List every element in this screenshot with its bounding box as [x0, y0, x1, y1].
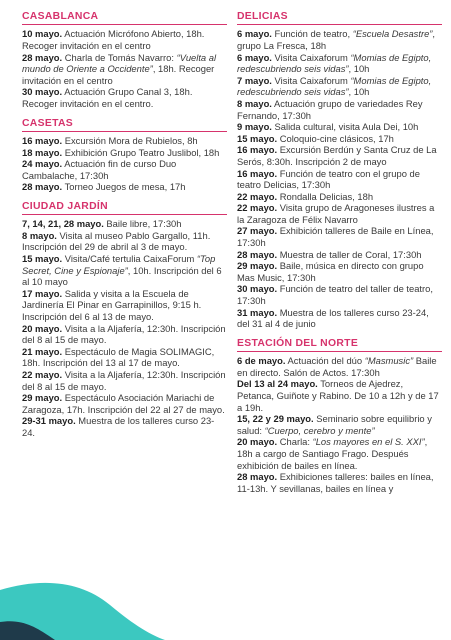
event-text: Baile, música en directo con grupo Mas Music, 17:30h — [237, 260, 424, 283]
event-text: Actuación del dúo — [285, 355, 365, 367]
event-date: 24 mayo. — [22, 158, 63, 170]
event-date: 16 mayo. — [237, 167, 278, 179]
event-entry — [22, 346, 227, 369]
section-casablanca — [22, 11, 227, 110]
heading-underline — [237, 351, 442, 352]
event-entry — [237, 283, 442, 306]
event-date: 22 mayo. — [22, 369, 63, 381]
event-text: Excursión Mora de Rubielos, 8h — [62, 134, 198, 146]
event-text: Charla: — [277, 436, 313, 448]
heading-underline — [22, 131, 227, 132]
section-heading: CASETAS — [22, 117, 73, 129]
event-entry — [237, 144, 442, 167]
left-column — [22, 11, 227, 447]
section-ciudad-jardin — [22, 201, 227, 439]
event-text: Excursión Berdún y Santa Cruz de La Serós, 8:30h. Inscripción 2 de mayo — [237, 144, 437, 167]
decorative-wave — [0, 560, 451, 640]
event-date: 28 mayo. — [237, 248, 278, 260]
event-entry — [22, 147, 227, 159]
event-date: 21 mayo. — [22, 345, 63, 357]
event-text: Actuación Micrófono Abierto, 18h. Recoger invitación en el centro — [22, 28, 205, 51]
event-entry — [237, 378, 442, 413]
event-date: 22 mayo. — [237, 190, 278, 202]
event-entry — [237, 307, 442, 330]
event-entry — [22, 28, 227, 51]
event-date: 8 mayo. — [22, 229, 57, 241]
heading-underline — [22, 214, 227, 215]
event-title-italic: “Vuelta al mundo de Oriente a Occidente” — [22, 51, 217, 75]
heading-underline — [237, 24, 442, 25]
event-date: 27 mayo. — [237, 225, 278, 237]
event-title-italic: “Momias de Egipto, redescubriendo seis vidas” — [237, 74, 432, 98]
event-text: Visita Caixaforum — [271, 74, 351, 86]
event-entry — [237, 436, 442, 471]
event-entry — [237, 355, 442, 378]
event-date: 6 mayo. — [237, 28, 272, 40]
event-entry — [22, 369, 227, 392]
event-entry — [22, 135, 227, 147]
event-date: Del 13 al 24 mayo. — [237, 378, 318, 390]
event-date: 9 mayo. — [237, 121, 272, 133]
event-text: Actuación grupo de variedades Rey Fernando, 17:30h — [237, 97, 423, 121]
event-date: 31 mayo. — [237, 306, 278, 318]
event-date: 7, 14, 21, 28 mayo. — [22, 218, 104, 230]
event-entry — [237, 52, 442, 75]
event-entry — [237, 260, 442, 283]
section-casetas — [22, 118, 227, 193]
event-text: Visita a la Aljafería, 12:30h. Inscripción del 8 al 15 de mayo. — [22, 369, 226, 392]
event-entry — [22, 230, 227, 253]
event-entry — [22, 86, 227, 109]
event-text: Función de teatro, — [271, 28, 353, 40]
event-date: 15, 22 y 29 mayo. — [237, 413, 314, 425]
event-text: Salida y visita a la Escuela de Jardinería El Pinar en Garrapinillos, 9:15 h. Inscripción del 6 al 13 de mayo. — [22, 287, 202, 323]
event-entry — [237, 471, 442, 494]
event-date: 29 mayo. — [237, 260, 278, 272]
event-title-italic: “Escuela Desastre” — [352, 28, 433, 40]
event-text: Baile en directo. Salón de Actos. 17:30h — [237, 355, 437, 378]
event-text: , 10h — [348, 86, 370, 98]
event-date: 20 mayo. — [22, 322, 63, 334]
event-entry — [22, 415, 227, 438]
event-text: , grupo La Fresca, 18h — [237, 28, 436, 51]
event-text: Visita Caixaforum — [271, 51, 351, 63]
event-entry — [237, 413, 442, 436]
event-entry — [237, 168, 442, 191]
event-text: Coloquio-cine clásicos, 17h — [277, 132, 394, 144]
event-entry — [22, 323, 227, 346]
event-title-italic: “Los mayores en el S. XXI” — [312, 436, 425, 448]
event-title-italic: “Momias de Egipto, redescubriendo seis vidas” — [237, 51, 432, 75]
section-heading: ESTACIÓN DEL NORTE — [237, 337, 359, 349]
event-date: 18 mayo. — [22, 146, 63, 158]
event-entry — [237, 202, 442, 225]
event-text: Muestra de taller de Coral, 17:30h — [277, 248, 422, 260]
event-entry — [237, 225, 442, 248]
event-text: Espectáculo Asociación Mariachi de Zaragoza, 17h. Inscripción del 22 al 27 de mayo. — [22, 392, 225, 415]
dark-wave-shape — [0, 621, 55, 640]
event-text: Visita al museo Pablo Gargallo, 11h. Inscripción del 29 de abril al 3 de mayo. — [22, 229, 211, 253]
section-heading: CASABLANCA — [22, 11, 99, 22]
event-title-italic: “Top Secret, Cine y Espionaje” — [22, 253, 216, 276]
event-text: Exhibición talleres de Baile en Línea, 17:30h — [237, 225, 434, 249]
event-date: 22 mayo. — [237, 202, 278, 214]
event-date: 7 mayo. — [237, 74, 272, 86]
event-date: 8 mayo. — [237, 97, 272, 109]
event-text: Charla de Tomás Navarro: — [62, 51, 177, 63]
event-date: 15 mayo. — [237, 132, 278, 144]
event-date: 28 mayo. — [237, 471, 278, 483]
event-entry — [22, 218, 227, 230]
event-date: 10 mayo. — [22, 28, 63, 40]
event-text: Torneo Juegos de mesa, 17h — [62, 181, 186, 193]
event-text: Muestra de los talleres curso 23-24. — [22, 415, 215, 438]
event-text: Seminario sobre equilibrio y salud: — [237, 413, 432, 436]
event-text: Actuación fin de curso Duo Cambalache, 17:30h — [22, 158, 177, 181]
event-entry — [22, 52, 227, 87]
event-entry — [22, 392, 227, 415]
section-delicias — [237, 11, 442, 330]
event-entry — [22, 181, 227, 193]
event-date: 6 de mayo. — [237, 355, 286, 367]
event-text: Visita/Café tertulia CaixaForum — [62, 253, 197, 265]
event-date: 6 mayo. — [237, 51, 272, 63]
event-text: Actuación Grupo Canal 3, 18h. Recoger invitación en el centro. — [22, 86, 193, 109]
right-column — [237, 11, 442, 502]
section-heading: CIUDAD JARDÍN — [22, 200, 108, 212]
event-date: 15 mayo. — [22, 253, 63, 265]
event-date: 20 mayo. — [237, 436, 278, 448]
event-entry — [22, 158, 227, 181]
event-text: Baile libre, 17:30h — [103, 218, 182, 230]
event-text: Exhibiciones talleres: bailes en línea, 11-13h. Y sevillanas, bailes en línea y — [237, 471, 434, 494]
event-entry — [237, 121, 442, 133]
event-entry — [237, 28, 442, 51]
event-entry — [237, 191, 442, 203]
event-text: , 18h a cargo de Santiago Frago. Después exhibición de bailes en línea. — [237, 436, 428, 471]
event-text: Rondalla Delicias, 18h — [277, 190, 374, 202]
event-date: 30 mayo. — [237, 283, 278, 295]
event-entry — [237, 133, 442, 145]
event-entry — [237, 249, 442, 261]
event-date: 16 mayo. — [22, 134, 63, 146]
event-entry — [237, 75, 442, 98]
event-date: 28 mayo. — [22, 51, 63, 63]
event-entry — [22, 253, 227, 288]
event-date: 16 mayo. — [237, 144, 278, 156]
event-title-italic: “Cuerpo, cerebro y mente” — [264, 424, 375, 436]
event-date: 17 mayo. — [22, 287, 63, 299]
event-date: 29 mayo. — [22, 392, 63, 404]
teal-wave-shape — [0, 583, 165, 640]
event-date: 29-31 mayo. — [22, 415, 76, 427]
event-text: Visita a la Aljafería, 12:30h. Inscripción del 8 al 15 de mayo. — [22, 322, 226, 346]
section-estacion-del-norte — [237, 338, 442, 495]
section-heading: DELICIAS — [237, 11, 288, 22]
event-text: , 10h — [348, 63, 370, 75]
event-text: Función de teatro con el grupo de teatro Delicias, 17:30h — [237, 167, 420, 191]
event-entry — [237, 98, 442, 121]
event-date: 28 mayo. — [22, 181, 63, 193]
event-text: , 10h. Inscripción del 6 al 10 mayo — [22, 264, 222, 288]
heading-underline — [22, 24, 227, 25]
event-text: Exhibición Grupo Teatro Juslibol, 18h — [62, 146, 220, 158]
event-entry — [22, 288, 227, 323]
event-text: Torneos de Ajedrez, Petanca, Guiñote y Rabino. De 10 a 12h y de 17 a 19h. — [237, 378, 439, 413]
event-text: Espectáculo de Magia SOLIMAGIC, 18h. Inscripción del 13 al 17 de mayo. — [22, 345, 215, 369]
event-text: Salida cultural, visita Aula Dei, 10h — [271, 121, 419, 133]
event-text: Visita grupo de Aragoneses ilustres a la Zaragoza de Félix Navarro — [237, 202, 435, 225]
event-text: Muestra de los talleres curso 23-24, del 31 al 4 de junio — [237, 306, 429, 330]
event-text: , 18h. Recoger invitación en el centro — [22, 63, 215, 86]
event-date: 30 mayo. — [22, 86, 63, 98]
event-title-italic: “Masmusic” — [364, 355, 414, 367]
event-text: Función de teatro del taller de teatro, 17:30h — [237, 283, 433, 307]
